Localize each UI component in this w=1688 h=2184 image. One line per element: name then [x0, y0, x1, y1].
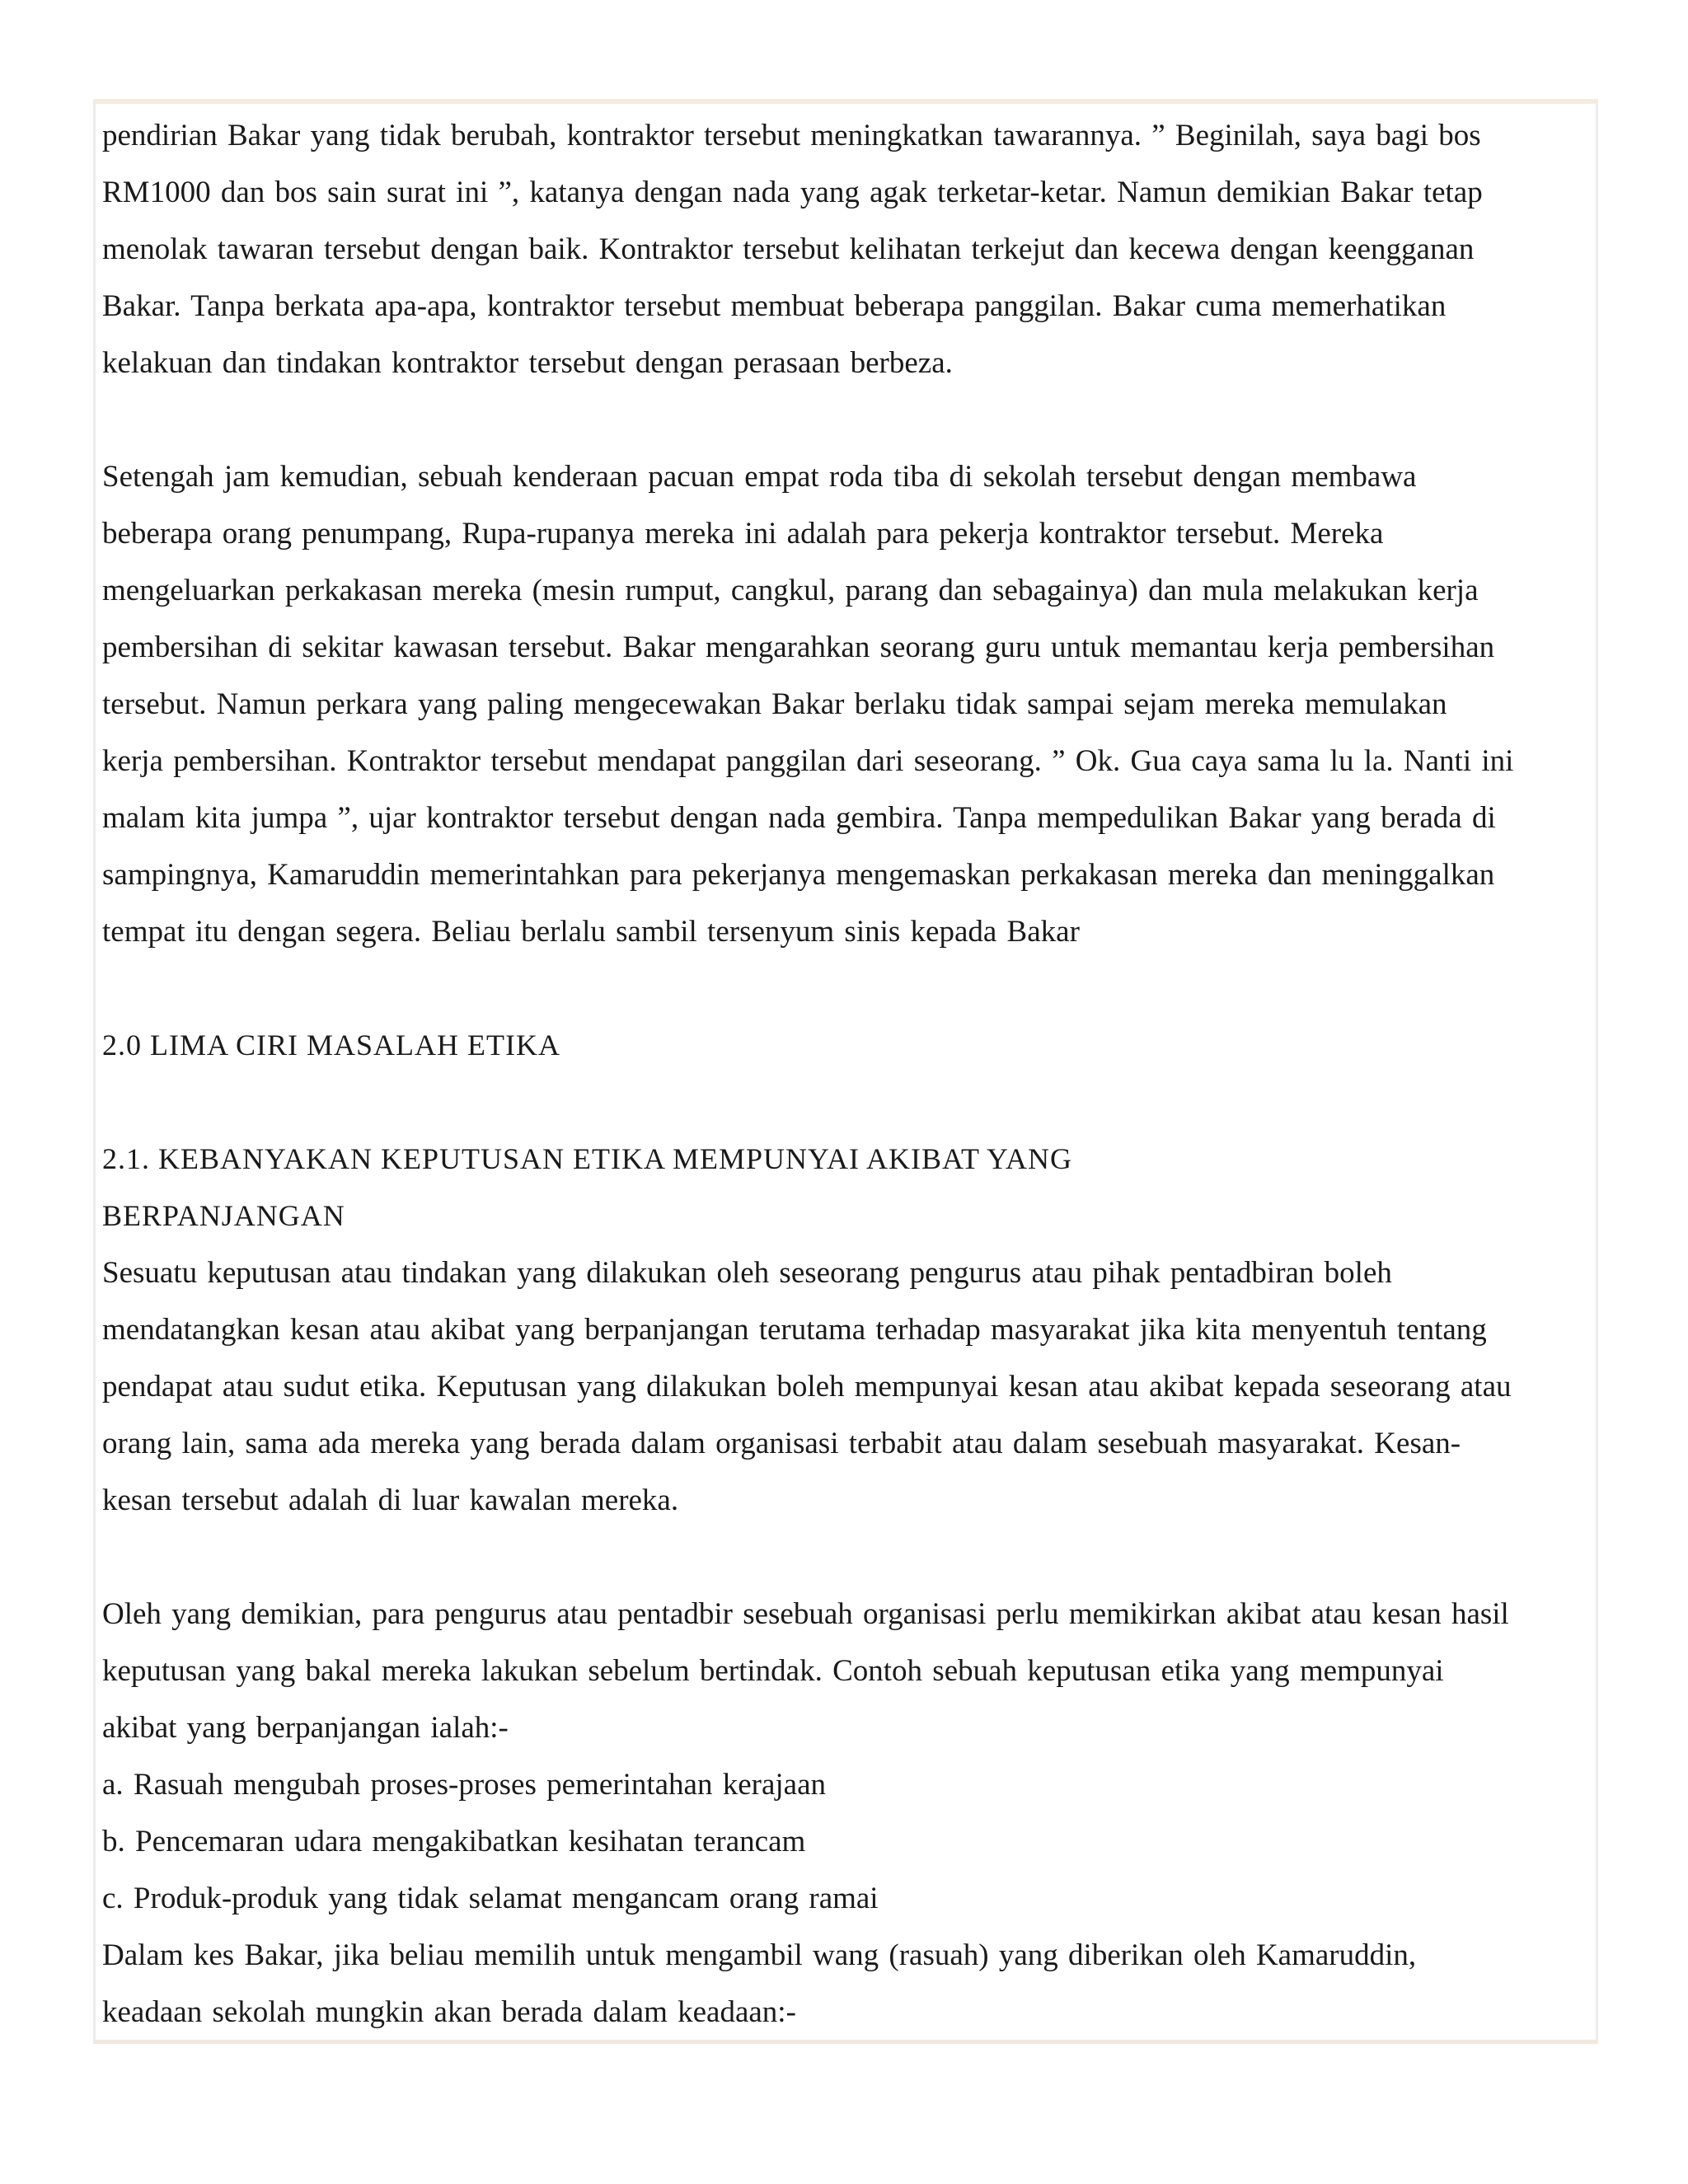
- section-heading-2-0: 2.0 LIMA CIRI MASALAH ETIKA: [102, 1029, 560, 1062]
- list-item: c. Produk-produk yang tidak selamat mengancam orang ramai: [102, 1882, 879, 1915]
- text-line: tersebut. Namun perkara yang paling mengecewakan Bakar berlaku tidak sampai sejam mereka memulakan: [102, 687, 1447, 721]
- paragraph-gap: [102, 960, 1586, 1017]
- paragraph-gap: [102, 1074, 1586, 1131]
- text-line: pendapat atau sudut etika. Keputusan yang dilakukan boleh mempunyai kesan atau akibat kepada seseorang atau: [102, 1370, 1512, 1404]
- text-line: keadaan sekolah mungkin akan berada dalam keadaan:-: [102, 1995, 796, 2029]
- text-line: Bakar. Tanpa berkata apa-apa, kontraktor tersebut membuat beberapa panggilan. Bakar cuma memerhatikan: [102, 289, 1447, 323]
- text-line: sampingnya, Kamaruddin memerintahkan para pekerjanya mengemaskan perkakasan mereka dan meninggalkan: [102, 858, 1495, 892]
- page-frame: [93, 99, 1598, 2044]
- text-line: pendirian Bakar yang tidak berubah, kontraktor tersebut meningkatkan tawarannya. ” Beginilah, saya bagi bos: [102, 119, 1481, 152]
- text-line: kesan tersebut adalah di luar kawalan mereka.: [102, 1483, 679, 1517]
- section-heading-2-1: [102, 1131, 1586, 1244]
- text-line: beberapa orang penumpang, Rupa-rupanya mereka ini adalah para pekerja kontraktor tersebut. Mereka: [102, 517, 1384, 551]
- paragraph-2: [102, 448, 1586, 960]
- paragraph-3: [102, 1244, 1586, 1529]
- text-line: tempat itu dengan segera. Beliau berlalu sambil tersenyum sinis kepada Bakar: [102, 915, 1080, 949]
- heading-line: 2.1. KEBANYAKAN KEPUTUSAN ETIKA MEMPUNYAI AKIBAT YANG: [102, 1142, 1073, 1175]
- heading-line: BERPANJANGAN: [102, 1199, 345, 1232]
- text-line: pembersihan di sekitar kawasan tersebut. Bakar mengarahkan seorang guru untuk memantau kerja pembersihan: [102, 630, 1495, 664]
- paragraph-gap: [102, 391, 1586, 448]
- text-line: mengeluarkan perkakasan mereka (mesin rumput, cangkul, parang dan sebagainya) dan mula melakukan kerja: [102, 574, 1479, 607]
- paragraph-gap: [102, 1529, 1586, 1586]
- text-line: Setengah jam kemudian, sebuah kenderaan pacuan empat roda tiba di sekolah tersebut dengan membawa: [102, 460, 1417, 494]
- text-line: orang lain, sama ada mereka yang berada dalam organisasi terbabit atau dalam sesebuah masyarakat. Kesan-: [102, 1427, 1461, 1460]
- document-body: [102, 107, 1586, 2041]
- text-line: Dalam kes Bakar, jika beliau memilih untuk mengambil wang (rasuah) yang diberikan oleh Kamaruddin,: [102, 1938, 1417, 1972]
- text-line: mendatangkan kesan atau akibat yang berpanjangan terutama terhadap masyarakat jika kita menyentuh tentang: [102, 1313, 1487, 1347]
- text-line: Sesuatu keputusan atau tindakan yang dilakukan oleh seseorang pengurus atau pihak pentadbiran boleh: [102, 1256, 1392, 1290]
- text-line: Oleh yang demikian, para pengurus atau pentadbir sesebuah organisasi perlu memikirkan akibat atau kesan hasil: [102, 1597, 1509, 1631]
- paragraph-5: [102, 1927, 1586, 2041]
- text-line: akibat yang berpanjangan ialah:-: [102, 1711, 509, 1745]
- text-line: keputusan yang bakal mereka lakukan sebelum bertindak. Contoh sebuah keputusan etika yang mempunyai: [102, 1654, 1444, 1688]
- text-line: kelakuan dan tindakan kontraktor tersebut dengan perasaan berbeza.: [102, 346, 953, 380]
- paragraph-4: [102, 1586, 1586, 1756]
- paragraph-1: [102, 107, 1586, 391]
- list-item: b. Pencemaran udara mengakibatkan kesihatan terancam: [102, 1825, 806, 1858]
- list-item: a. Rasuah mengubah proses-proses pemerintahan kerajaan: [102, 1768, 827, 1802]
- text-line: kerja pembersihan. Kontraktor tersebut mendapat panggilan dari seseorang. ” Ok. Gua caya sama lu la. Nanti ini: [102, 744, 1514, 778]
- text-line: menolak tawaran tersebut dengan baik. Kontraktor tersebut kelihatan terkejut dan kecewa dengan keengganan: [102, 232, 1475, 266]
- list: [102, 1756, 1586, 1927]
- text-line: malam kita jumpa ”, ujar kontraktor tersebut dengan nada gembira. Tanpa mempedulikan Bakar yang berada di: [102, 801, 1496, 835]
- text-line: RM1000 dan bos sain surat ini ”, katanya dengan nada yang agak terketar-ketar. Namun demikian Bakar tetap: [102, 176, 1483, 209]
